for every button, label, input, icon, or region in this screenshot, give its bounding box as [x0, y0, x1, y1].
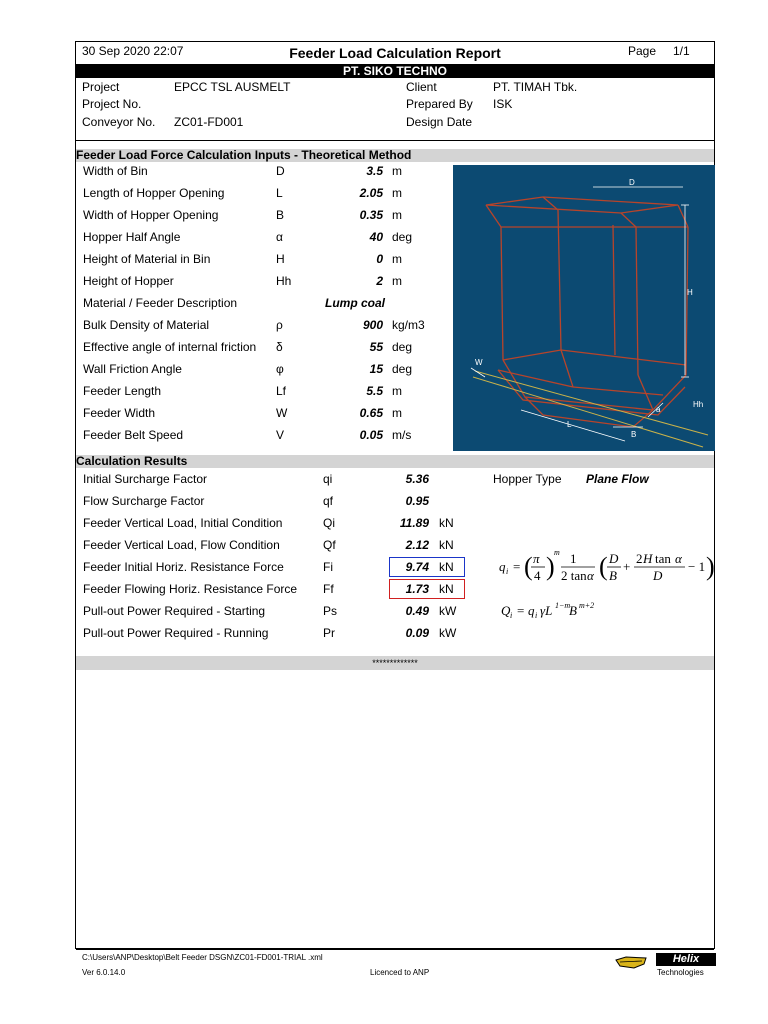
diagram-label-w: W: [475, 358, 483, 367]
inputs-row-label: Material / Feeder Description: [83, 296, 238, 310]
inputs-section-title: Feeder Load Force Calculation Inputs - Theoretical Method: [76, 149, 714, 162]
inputs-row-value: 0.05: [359, 428, 383, 442]
svg-text:Q: Q: [501, 603, 511, 618]
hopper-feeder-diagram: [453, 165, 715, 451]
results-row-label: Feeder Vertical Load, Initial Condition: [83, 516, 283, 530]
inputs-row-value: 5.5: [366, 384, 383, 398]
inputs-row-label: Wall Friction Angle: [83, 362, 182, 376]
inputs-row-unit: m: [392, 252, 402, 266]
inputs-row-value: 2: [376, 274, 383, 288]
inputs-row-value: 15: [369, 362, 383, 376]
inputs-row-value: 0.65: [359, 406, 383, 420]
inputs-row-unit: m: [392, 164, 402, 178]
svg-text:1−m: 1−m: [555, 601, 571, 610]
inputs-row-symbol: Hh: [276, 274, 292, 288]
svg-text:q: q: [528, 603, 535, 618]
diagram-label-d: D: [629, 178, 635, 187]
inputs-row-symbol: δ: [276, 340, 283, 354]
ff-highlight-box: [389, 579, 465, 599]
results-row-unit: kN: [439, 582, 454, 596]
inputs-row-unit: kg/m3: [392, 318, 425, 332]
conveyor-value: ZC01-FD001: [174, 115, 244, 129]
results-row-symbol: qf: [323, 494, 334, 508]
results-row-symbol: Ff: [323, 582, 334, 596]
results-row-symbol: Ps: [323, 604, 338, 618]
diagram-label-h: H: [687, 288, 693, 297]
inputs-row-symbol: ρ: [276, 318, 283, 332]
svg-text:i: i: [510, 611, 513, 620]
svg-text:(: (: [599, 552, 608, 581]
surcharge-formula: [495, 545, 715, 625]
svg-text:D: D: [653, 568, 663, 583]
conveyor-label: Conveyor No.: [82, 115, 156, 129]
licence-text: Licenced to ANP: [370, 968, 430, 977]
svg-text:tan: tan: [655, 551, 671, 566]
results-row-value: 5.36: [405, 472, 429, 486]
results-section-title: Calculation Results: [76, 455, 714, 468]
inputs-row-value: 3.5: [366, 164, 383, 178]
svg-text:B: B: [609, 568, 617, 583]
svg-text:2: 2: [636, 551, 643, 566]
diagram-label-hh: Hh: [693, 400, 704, 409]
fi-highlight-box: [389, 557, 465, 577]
results-row-value: 2.12: [405, 538, 429, 552]
inputs-row-label: Height of Hopper: [83, 274, 174, 288]
inputs-row-label: Feeder Width: [83, 406, 156, 420]
results-row-label: Feeder Vertical Load, Flow Condition: [83, 538, 280, 552]
svg-text:α: α: [587, 568, 594, 583]
inputs-row-unit: m: [392, 208, 402, 222]
inputs-row-value: 40: [369, 230, 383, 244]
project-no-label: Project No.: [82, 97, 142, 111]
inputs-row-label: Length of Hopper Opening: [83, 186, 225, 200]
inputs-row-label: Feeder Belt Speed: [83, 428, 184, 442]
diagram-label-l: L: [567, 420, 572, 429]
results-row-value: 1.73: [405, 582, 429, 596]
svg-text:=: =: [517, 603, 525, 618]
inputs-row-unit: deg: [392, 362, 413, 376]
prepared-by-label: Prepared By: [406, 97, 473, 111]
svg-text:q: q: [499, 559, 506, 574]
hopper-diagram-svg: [453, 165, 715, 451]
results-row-label: Flow Surcharge Factor: [83, 494, 205, 508]
client-value: PT. TIMAH Tbk.: [493, 80, 578, 94]
results-row-value: 11.89: [399, 516, 429, 530]
svg-text:γL: γL: [540, 603, 553, 618]
results-row-label: Initial Surcharge Factor: [83, 472, 208, 486]
inputs-row-value: 0.35: [359, 208, 383, 222]
results-row-unit: kW: [439, 604, 457, 618]
results-row-label: Pull-out Power Required - Starting: [83, 604, 266, 618]
divider: [76, 140, 714, 141]
inputs-row-label: Feeder Length: [83, 384, 162, 398]
hopper-type-value: Plane Flow: [586, 472, 649, 486]
company-banner: PT. SIKO TECHNO: [76, 64, 714, 78]
version-text: Ver 6.0.14.0: [82, 968, 126, 977]
inputs-row-label: Width of Bin: [83, 164, 148, 178]
inputs-row-symbol: L: [276, 186, 283, 200]
file-path: C:\Users\ANP\Desktop\Belt Feeder DSGN\ZC01-FD001-TRIAL .xml: [82, 953, 323, 962]
svg-text:(: (: [524, 552, 533, 581]
inputs-row-unit: deg: [392, 340, 413, 354]
inputs-row-value: 2.05: [359, 186, 383, 200]
svg-text:D: D: [609, 551, 619, 566]
results-row-symbol: qi: [323, 472, 333, 486]
results-row-symbol: Pr: [323, 626, 335, 640]
design-date-label: Design Date: [406, 115, 473, 129]
svg-text:B: B: [569, 603, 577, 618]
svg-text:H: H: [643, 551, 653, 566]
inputs-row-symbol: V: [276, 428, 285, 442]
inputs-row-label: Bulk Density of Material: [83, 318, 210, 332]
helix-brand-sub: Technologies: [657, 968, 704, 977]
results-row-unit: kN: [439, 538, 454, 552]
svg-text:2 tan: 2 tan: [561, 568, 587, 583]
results-row-symbol: Qi: [323, 516, 335, 530]
inputs-row-unit: m: [392, 186, 402, 200]
svg-text:m+2: m+2: [579, 601, 595, 610]
hopper-type-label: Hopper Type: [493, 472, 562, 486]
results-row-value: 9.74: [405, 560, 429, 574]
inputs-row-unit: m/s: [392, 428, 412, 442]
results-row-unit: kN: [439, 560, 454, 574]
svg-text:π: π: [533, 551, 540, 566]
svg-text:=: =: [513, 559, 521, 574]
inputs-row-unit: m: [392, 384, 402, 398]
inputs-row-label: Width of Hopper Opening: [83, 208, 219, 222]
project-label: Project: [82, 80, 120, 94]
report-title: Feeder Load Calculation Report: [289, 45, 501, 61]
helix-logo-icon: [614, 954, 650, 970]
results-row-value: 0.09: [405, 626, 429, 640]
inputs-row-value: 900: [362, 318, 383, 332]
results-row-value: 0.49: [405, 604, 429, 618]
report-datetime: 30 Sep 2020 22:07: [82, 44, 184, 58]
svg-text:m: m: [554, 548, 560, 557]
inputs-row-symbol: Lf: [276, 384, 287, 398]
inputs-row-symbol: B: [276, 208, 285, 222]
diagram-label-a: a: [656, 405, 661, 414]
results-row-unit: kN: [439, 516, 454, 530]
results-row-value: 0.95: [405, 494, 429, 508]
prepared-by-value: ISK: [493, 97, 513, 111]
results-row-symbol: Fi: [323, 560, 333, 574]
svg-text:): ): [706, 552, 715, 581]
results-row-label: Pull-out Power Required - Running: [83, 626, 269, 640]
end-of-results-bar: *************: [76, 656, 714, 670]
svg-text:+: +: [623, 559, 631, 574]
inputs-row-label: Height of Material in Bin: [83, 252, 211, 266]
page-number: 1/1: [673, 44, 690, 58]
client-label: Client: [406, 80, 437, 94]
inputs-row-value: 55: [369, 340, 383, 354]
svg-text:− 1: − 1: [688, 559, 706, 574]
footer-divider: [76, 949, 714, 950]
inputs-row-unit: deg: [392, 230, 413, 244]
inputs-row-value: Lump coal: [325, 296, 386, 310]
svg-text:1: 1: [570, 551, 577, 566]
diagram-label-b: B: [631, 430, 637, 439]
svg-text:): ): [546, 552, 555, 581]
svg-text:i: i: [535, 611, 538, 620]
results-row-unit: kW: [439, 626, 457, 640]
results-row-label: Feeder Initial Horiz. Resistance Force: [83, 560, 284, 574]
inputs-row-value: 0: [376, 252, 383, 266]
inputs-row-symbol: W: [276, 406, 288, 420]
inputs-row-symbol: H: [276, 252, 285, 266]
svg-text:α: α: [675, 551, 682, 566]
project-value: EPCC TSL AUSMELT: [174, 80, 291, 94]
results-row-label: Feeder Flowing Horiz. Resistance Force: [83, 582, 298, 596]
inputs-row-label: Hopper Half Angle: [83, 230, 181, 244]
inputs-row-unit: m: [392, 274, 402, 288]
inputs-row-label: Effective angle of internal friction: [83, 340, 257, 354]
inputs-row-unit: m: [392, 406, 402, 420]
inputs-row-symbol: D: [276, 164, 285, 178]
helix-brand: Helix: [656, 953, 716, 966]
svg-text:i: i: [506, 567, 509, 576]
page-label: Page: [628, 44, 657, 58]
inputs-row-symbol: α: [276, 230, 283, 244]
svg-text:4: 4: [534, 568, 541, 583]
results-row-symbol: Qf: [323, 538, 336, 552]
inputs-row-symbol: φ: [276, 362, 284, 376]
